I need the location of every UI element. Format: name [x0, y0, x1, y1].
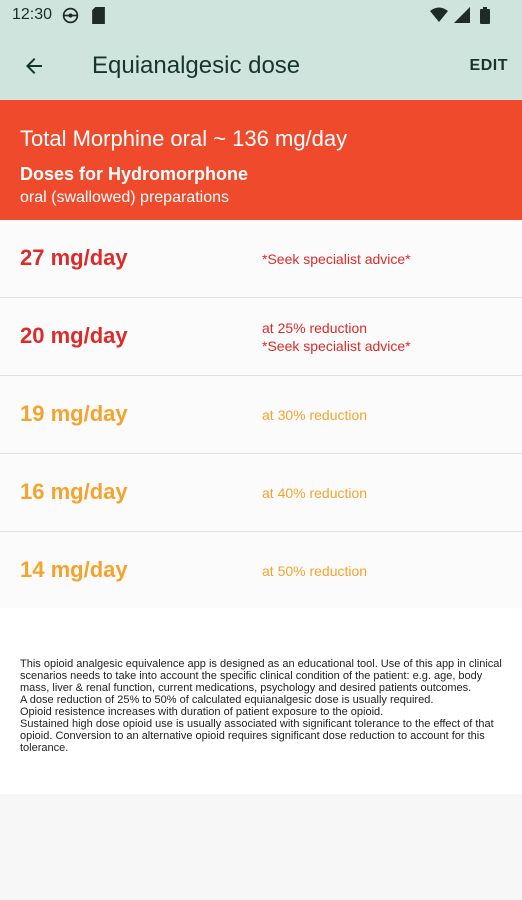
dose-row	[0, 454, 522, 532]
disclaimer-text: This opioid analgesic equivalence app is designed as an educational tool. Use of this app in clinical scenarios needs to take into account the specific clinical condition of the patient: e.g. age, body mass, liver & renal function, current medications, psychology and desired patients outcomes. A dose reduction of 25% to 50% of calculated equianalgesic dose is usually required. Opioid resistence increases with duration of patient exposure to the opioid. Sustained high dose opioid use is usually associated with significant tolerance to the effect of that opioid. Conversion to an alternative opioid requires significant dose reduction to account for this tolerance.	[20, 658, 502, 754]
dose-row	[0, 298, 522, 376]
dose-row	[0, 220, 522, 298]
dose-note	[262, 250, 411, 268]
status-time: 12:30	[12, 6, 53, 23]
dose-row	[0, 376, 522, 454]
dose-amount: 20 mg/day	[20, 323, 128, 348]
dose-note-line: at 30% reduction	[262, 407, 368, 423]
battery-icon	[480, 7, 490, 24]
dose-note	[262, 406, 367, 424]
wifi-icon	[430, 7, 448, 23]
dose-amount: 19 mg/day	[20, 401, 128, 426]
arrow-back-icon	[22, 54, 46, 78]
disclaimer-panel	[0, 608, 522, 794]
preparation-type: oral (swallowed) preparations	[20, 189, 229, 206]
edit-button[interactable]: EDIT	[469, 57, 508, 74]
dose-note-line: *Seek specialist advice*	[262, 251, 411, 267]
dose-note	[262, 319, 411, 355]
dose-amount: 16 mg/day	[20, 479, 128, 504]
cellular-signal-icon	[454, 7, 470, 23]
dose-row	[0, 532, 522, 610]
page-title: Equianalgesic dose	[92, 52, 301, 79]
app-bar	[0, 30, 522, 100]
dose-note	[262, 562, 367, 580]
dose-amount: 27 mg/day	[20, 245, 128, 270]
back-button[interactable]	[16, 48, 52, 84]
status-bar	[0, 0, 522, 30]
dose-amount: 14 mg/day	[20, 557, 128, 582]
summary-banner	[0, 100, 522, 220]
settings-alt-icon	[62, 7, 79, 24]
dose-note-line: at 50% reduction	[262, 563, 368, 579]
dose-note	[262, 484, 367, 502]
dose-note-line: *Seek specialist advice*	[262, 338, 411, 354]
sd-card-icon	[92, 7, 105, 24]
total-morphine: Total Morphine oral ~ 136 mg/day	[20, 126, 348, 151]
dose-note-line: at 25% reduction	[262, 320, 368, 336]
dose-list	[0, 220, 522, 610]
target-opioid: Doses for Hydromorphone	[20, 164, 249, 184]
dose-note-line: at 40% reduction	[262, 485, 368, 501]
